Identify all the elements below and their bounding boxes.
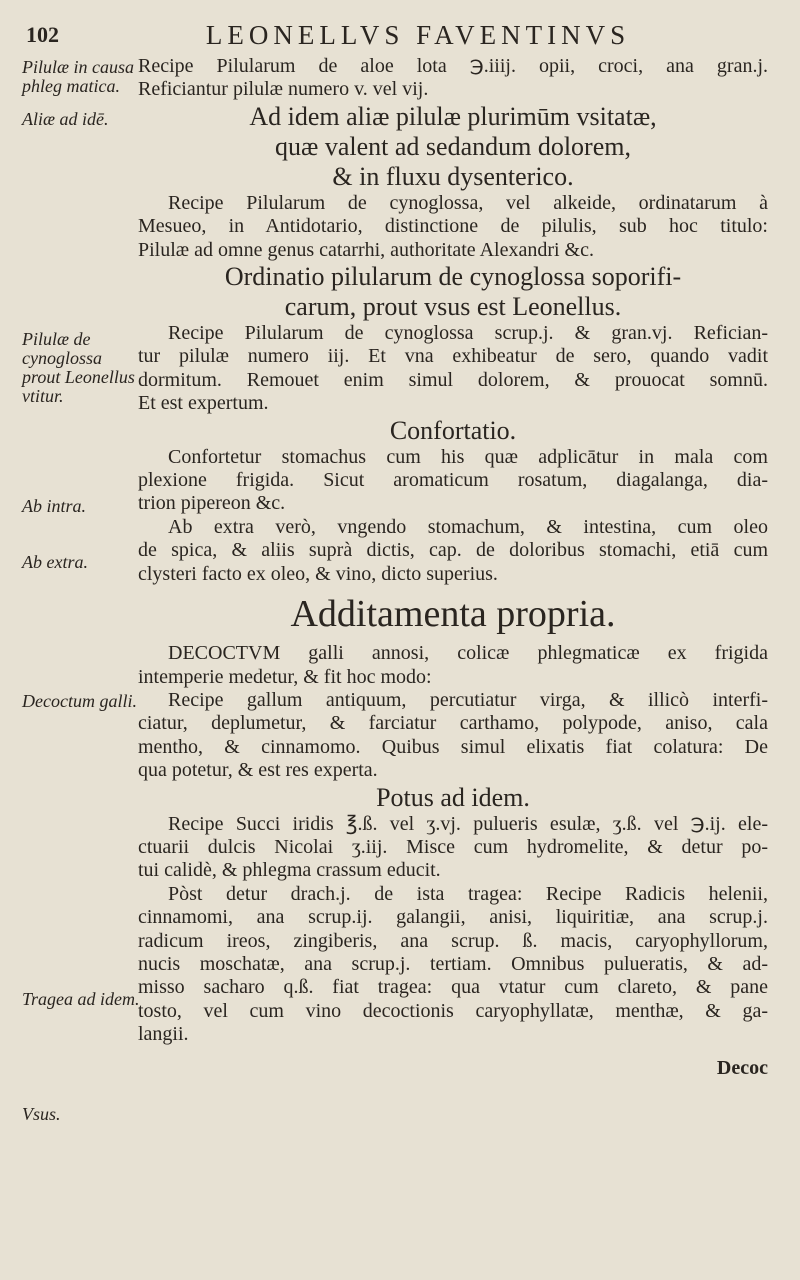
margin-note: Ab extra. xyxy=(22,552,88,572)
text-line: misso sacharo q.ß. fiat tragea: qua vtatur cum clareto, & pane xyxy=(138,976,768,999)
text-line: Ab extra verò, vngendo stomachum, & intestina, cum oleo xyxy=(168,515,768,538)
text-line: nucis moschatæ, ana scrup.j. tertiam. Omnibus pulueratis, & ad- xyxy=(138,952,768,975)
text-line: tui calidè, & phlegma crassum educit. xyxy=(138,859,441,882)
main-text xyxy=(138,55,768,1080)
margin-note: Aliæ ad idē. xyxy=(22,109,109,129)
margin-note: Vsus. xyxy=(22,1104,61,1124)
page-header xyxy=(18,20,778,50)
page-number: 102 xyxy=(26,22,59,47)
text-line: trion pipereon &c. xyxy=(138,492,286,515)
text-line: intemperie medetur, & fit hoc modo: xyxy=(138,665,432,688)
section-heading: Ad idem aliæ pilulæ plurimūm vsitatæ, xyxy=(249,101,657,131)
section-heading: carum, prout vsus est Leonellus. xyxy=(284,292,622,322)
text-line: mentho, & cinnamomo. Quibus simul elixatis fiat colatura: De xyxy=(138,735,768,758)
catchword: Decoc xyxy=(716,1056,768,1079)
text-line: qua potetur, & est res experta. xyxy=(138,759,378,782)
text-line: Mesueo, in Antidotario, distinctione de pilulis, sub hoc titulo: xyxy=(138,215,768,238)
margin-note: Pilulæ de cynoglossa prout Leonellus vtitur. xyxy=(22,329,135,406)
section-heading: Potus ad idem. xyxy=(376,782,530,812)
section-heading: Additamenta propria. xyxy=(290,593,616,636)
running-head: LEONELLVS FAVENTINVS xyxy=(205,20,631,50)
section-heading: Confortatio. xyxy=(389,415,517,445)
text-line: clysteri facto ex oleo, & vino, dicto superius. xyxy=(138,562,498,585)
text-line: Et est expertum. xyxy=(138,392,269,415)
text-line: ciatur, deplumetur, & farciatur carthamo, polypode, aniso, cala xyxy=(138,712,768,735)
section-heading: quæ valent ad sedandum dolorem, xyxy=(275,131,631,161)
text-line: radicum ireos, zingiberis, ana scrup. ß. macis, caryophyllorum, xyxy=(138,929,768,952)
section-heading: & in fluxu dysenterico. xyxy=(332,161,574,191)
text-line: cinnamomi, ana scrup.ij. galangii, anisi, liquiritiæ, ana scrup.j. xyxy=(138,906,768,929)
margin-note: Ab intra. xyxy=(22,496,87,516)
text-line: Pilulæ ad omne genus catarrhi, authoritate Alexandri &c. xyxy=(138,238,594,261)
text-line: DECOCTVM galli annosi, colicæ phlegmaticæ ex frigida xyxy=(168,642,768,665)
text-line: Recipe Pilularum de cynoglossa scrup.j. & gran.vj. Refician- xyxy=(168,322,768,345)
section-heading: Ordinatio pilularum de cynoglossa soporifi- xyxy=(224,262,682,292)
text-line: langii. xyxy=(138,1023,189,1046)
text-line: tosto, vel cum vino decoctionis caryophyllatæ, menthæ, & ga- xyxy=(138,999,768,1022)
text-line: Confortetur stomachus cum his quæ adplicātur in mala com xyxy=(168,445,768,468)
text-line: Reficiantur pilulæ numero v. vel vij. xyxy=(138,78,429,101)
text-line: plexione frigida. Sicut aromaticum rosatum, diagalanga, dia- xyxy=(138,469,768,492)
text-line: ctuarii dulcis Nicolai ʒ.iij. Misce cum hydromelite, & detur po- xyxy=(138,835,768,858)
text-line: Recipe Pilularum de aloe lota ℈.iiij. opii, croci, ana gran.j. xyxy=(138,55,768,77)
text-line: Pòst detur drach.j. de ista tragea: Recipe Radicis helenii, xyxy=(168,882,768,905)
margin-note: Pilulæ in causa phleg matica. xyxy=(22,57,134,96)
text-line: de spica, & aliis suprà dictis, cap. de doloribus stomachi, etiā cum xyxy=(138,539,768,562)
text-line: dormitum. Remouet enim simul dolorem, & prouocat somnū. xyxy=(138,368,768,391)
text-line: tur pilulæ numero iij. Et vna exhibeatur de sero, quando vadit xyxy=(138,345,768,368)
margin-note: Decoctum galli. xyxy=(22,691,137,711)
text-line: Recipe Succi iridis ℥.ß. vel ʒ.vj. pulueris esulæ, ʒ.ß. vel ℈.ij. ele- xyxy=(168,812,768,835)
text-line: Recipe Pilularum de cynoglossa, vel alkeide, ordinatarum à xyxy=(168,191,768,214)
margin-note: Tragea ad idem. xyxy=(22,989,140,1009)
text-line: Recipe gallum antiquum, percutiatur virga, & illicò interfi- xyxy=(168,688,768,711)
